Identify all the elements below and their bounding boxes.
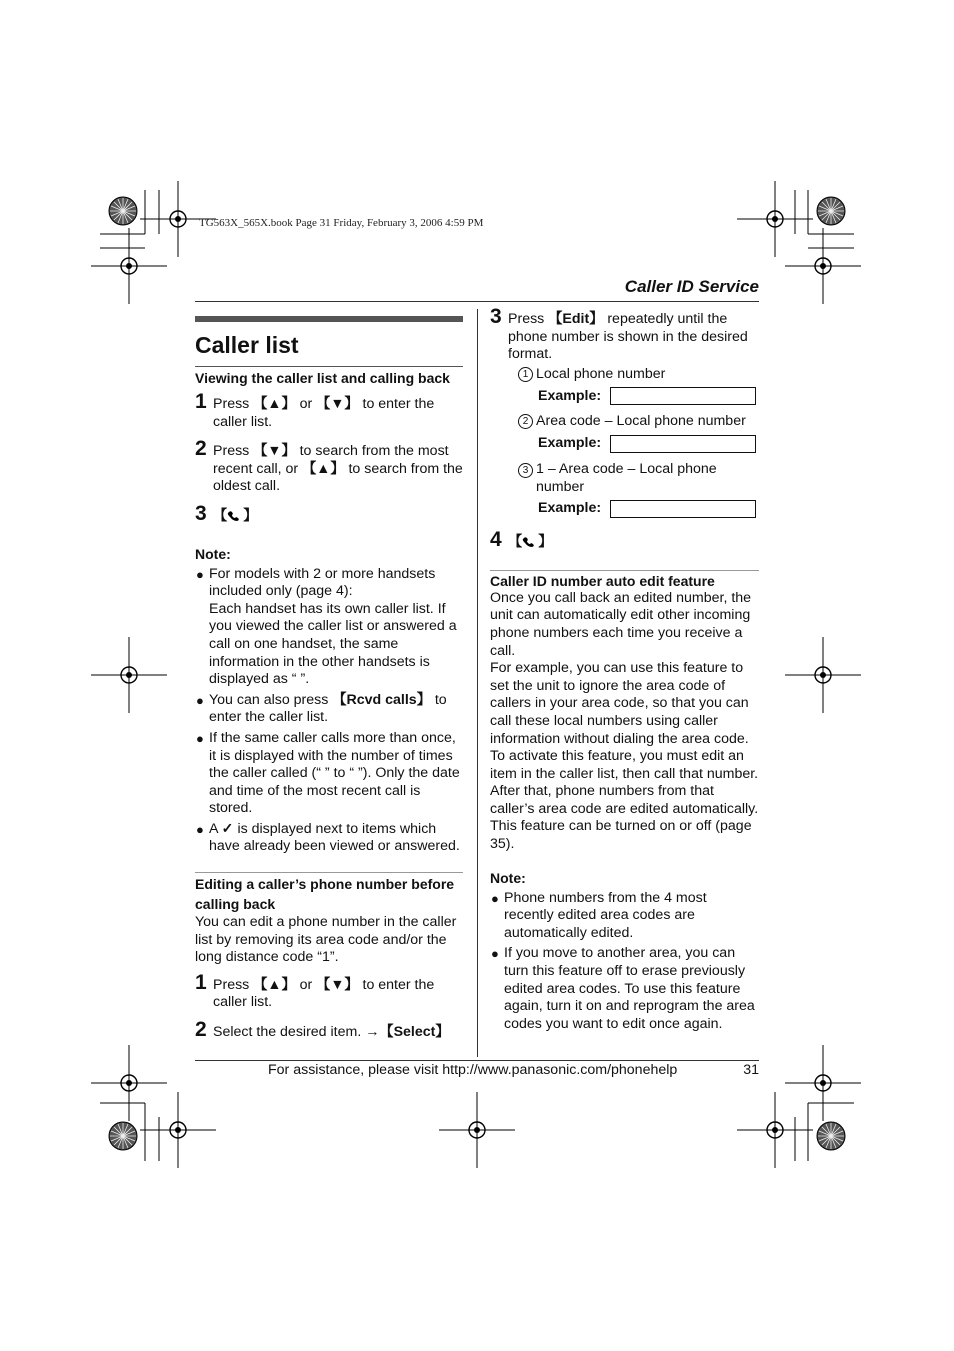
step-number: 3 [195,501,207,525]
select-key: 【Select】 [379,1024,450,1041]
viewing-heading: Viewing the caller list and calling back [195,370,450,386]
step-1: 1 Press 【▲】 or 【▼】 to enter the caller list. [195,970,435,1011]
page-title: Caller list [195,332,299,358]
up-key: 【▲】 [302,460,345,477]
step-4 [490,528,759,552]
note-item: ● A ✓ is displayed next to items which have already been viewed or answered. [196,820,460,855]
registration-sun-mark [109,197,137,225]
auto-edit-heading: Caller ID number auto edit feature [490,572,715,589]
crosshair-registration-mark [785,637,861,713]
step-number: 2 [195,437,207,461]
bullet-icon: ● [196,692,204,708]
example-display-box [610,435,756,453]
note-item: ● Phone numbers from the 4 most recently edited area codes are automatically edited. [491,889,707,941]
step-number: 2 [195,1018,207,1042]
section-title: Caller ID Service [624,277,759,296]
bullet-icon: ● [196,566,204,582]
right-column [490,305,759,1033]
step-3: 3 Press 【Edit】 repeatedly until the phone number is shown in the desired format. [490,305,748,363]
note-label: Note: [490,869,526,886]
circled-number-3: 3 [518,463,533,478]
column-divider [477,309,478,1057]
bullet-icon: ● [491,890,499,906]
note-item: ● You can also press 【Rcvd calls】 to enter the caller list. [196,691,447,726]
note-item: ● If you move to another area, you can turn this feature off to erase previously edited area codes. To use this feature again, turn it on and reprogram the area codes you want to edit once again. [491,945,755,1032]
step-2: 2 Select the desired item. →【Select】 [195,1018,450,1042]
auto-edit-para-1: Once you call back an edited number, the unit can automatically edit other incoming phone numbers each time you receive a call. [490,589,752,659]
book-info-header: TG563X_565X.book Page 31 Friday, February 3, 2006 4:59 PM [199,217,484,229]
left-column [195,316,463,1042]
editing-intro: You can edit a phone number in the caller list by removing its area code and/or the long distance code “1”. [195,914,457,966]
step-2: 2 Press 【▼】 to search from the most recent call, or 【▲】 to search from the oldest call. [195,437,463,495]
talk-key: 【 】 [213,507,258,524]
crosshair-registration-mark [91,228,167,304]
crosshair-registration-mark [140,1092,216,1168]
example-display-box [610,387,756,405]
format-option: 3 1 – Area code – Local phone number [490,461,759,496]
step-number: 3 [490,305,502,328]
bullet-icon: ● [491,946,499,962]
title-bar [195,316,463,322]
crosshair-registration-mark [785,1045,861,1121]
header-rule [195,301,759,302]
crosshair-registration-mark [785,228,861,304]
up-key: 【▲】 [253,396,296,412]
step-number: 4 [490,528,502,552]
note-item: ● If the same caller calls more than once, it is displayed with the number of times the caller called (“ ” to “ ”). Only the date and time of the most recent call is stored. [196,729,460,817]
arrow-right-icon: → [365,1024,380,1041]
bullet-icon: ● [196,821,204,837]
title-underline [195,366,463,367]
registration-sun-mark [817,1122,845,1150]
example-row: Example: [490,387,759,405]
step-number: 1 [195,390,207,413]
format-option: 1 Local phone number [490,366,759,384]
section-divider [490,570,759,571]
step-3 [195,501,463,526]
talk-key: 【 】 [508,534,553,551]
example-row: Example: [490,500,759,518]
crosshair-registration-mark [737,1092,813,1168]
check-icon: ✓ [221,820,234,837]
phone-handset-icon [522,536,538,547]
up-key: 【▲】 [253,976,296,993]
circled-number-2: 2 [518,414,533,429]
section-divider [195,872,463,873]
bullet-icon: ● [196,730,204,746]
edit-key: 【Edit】 [548,311,604,327]
step-1: 1 Press 【▲】 or 【▼】 to enter the caller list. [195,390,435,430]
crosshair-registration-mark [737,181,813,257]
editing-heading: Editing a caller’s phone number before calling back [195,876,455,913]
circled-number-1: 1 [518,367,533,382]
page-number: 31 [743,1062,759,1078]
crosshair-registration-mark [439,1092,515,1168]
registration-sun-mark [109,1122,137,1150]
registration-sun-mark [817,197,845,225]
phone-handset-icon [227,510,243,521]
step-number: 1 [195,970,207,994]
down-key: 【▼】 [253,443,296,460]
crosshair-registration-mark [91,1045,167,1121]
help-url-text: For assistance, please visit http://www.panasonic.com/phonehelp [268,1062,678,1078]
crosshair-registration-mark [91,637,167,713]
down-key: 【▼】 [316,396,359,412]
note-item: ● For models with 2 or more handsets included only (page 4): Each handset has its own caller list. If you viewed the caller list or answered a call on one handset, the same information in the other handsets is displayed as “ ”. [196,565,457,688]
format-option: 2 Area code – Local phone number [490,413,759,431]
example-display-box [610,500,756,518]
down-key: 【▼】 [316,976,359,993]
example-row: Example: [490,435,759,453]
rcvd-calls-key: 【Rcvd calls】 [332,691,431,708]
note-label: Note: [195,545,231,562]
auto-edit-para-2: For example, you can use this feature to set the unit to ignore the area code of callers in your area code, so that you can call these local numbers using caller information without dialing the area code. To activate this feature, you must edit an item in the caller list, then call that number. After that, phone numbers from that caller’s area code are edited automatically. This feature can be turned on or off (page 35). [490,660,759,853]
footer-rule [195,1060,759,1061]
